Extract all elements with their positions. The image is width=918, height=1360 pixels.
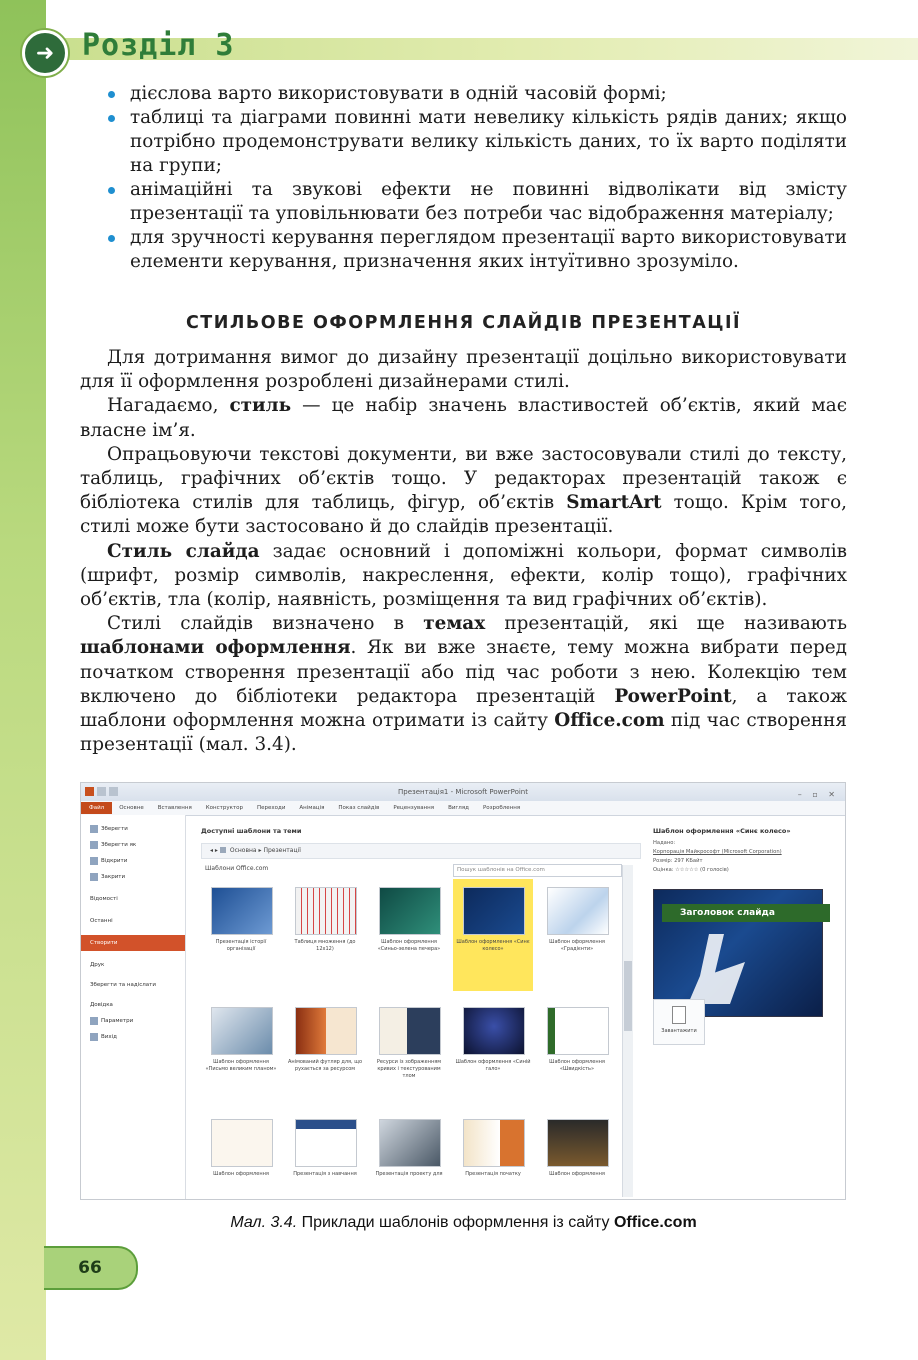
arrow-right-icon: ➜ (22, 30, 68, 76)
figure-caption: Мал. 3.4. Приклади шаблонів оформлення із сайту Office.com (230, 1214, 697, 1231)
site-label: Шаблони Office.com (205, 865, 269, 872)
sidebar-item-close[interactable]: Закрити (81, 869, 185, 885)
download-button[interactable]: Завантажити (653, 999, 705, 1045)
tab-design[interactable]: Конструктор (205, 805, 243, 811)
backstage-sidebar (81, 815, 186, 1199)
template-tile[interactable]: Шаблон оформлення «Письмо великим планом» (201, 999, 281, 1111)
tab-file[interactable]: Файл (81, 802, 112, 814)
template-tile[interactable]: Презентація історії організації (201, 879, 281, 991)
tab-developer[interactable]: Розроблення (482, 805, 521, 811)
template-tile[interactable]: Шаблон оформлення «Синьо-зелена печера» (369, 879, 449, 991)
template-detail-title: Шаблон оформлення «Синє колесо» (653, 827, 791, 835)
window-title: Презентація1 - Microsoft PowerPoint (398, 788, 528, 796)
tab-slideshow[interactable]: Показ слайдів (338, 805, 380, 811)
preview-slide-title: Заголовок слайда (662, 904, 830, 922)
body-text (80, 346, 847, 757)
tab-view[interactable]: Вигляд (448, 805, 469, 811)
tab-insert[interactable]: Вставлення (157, 805, 192, 811)
list-item: таблиці та діаграми повинні мати невелику кількість рядів даних; якщо потрібно продемонструвати велику кількість даних, то їх варто поділяти на групи; (105, 106, 847, 178)
template-tile[interactable]: Презентація з навчання (285, 1111, 365, 1200)
paragraph-2: Нагадаємо, стиль — це набір значень властивостей об’єктів, який має власне ім’я. (80, 395, 847, 441)
sidebar-item-new[interactable]: Створити (81, 935, 185, 951)
preview-wheel-graphic (688, 934, 748, 1004)
list-item: дієслова варто використовувати в одній часовій формі; (105, 82, 847, 106)
powerpoint-screenshot (80, 782, 846, 1200)
scrollbar[interactable] (622, 865, 633, 1197)
tab-review[interactable]: Рецензування (393, 805, 435, 811)
template-tile[interactable]: Шаблон оформлення «Синій гало» (453, 999, 533, 1111)
template-tile-selected[interactable]: Шаблон оформлення «Синє колесо» (453, 879, 533, 991)
breadcrumb-home[interactable]: Основна (229, 847, 257, 854)
breadcrumb (201, 843, 641, 859)
template-preview (653, 889, 823, 1017)
template-tile[interactable]: Презентація початку (453, 1111, 533, 1200)
bullet-list (105, 82, 847, 274)
paragraph-4: Стиль слайда задає основний і допоміжні кольори, формат символів (шрифт, розмір символів, накреслення, ефекти, колір тощо), графічних об’єктів, тла (колір, наявність, розміщення та вид графічних об’єктів). (80, 540, 848, 611)
sidebar-item-print[interactable]: Друк (90, 962, 105, 968)
template-tile[interactable]: Презентація проекту для (369, 1111, 449, 1200)
chapter-title: Розділ 3 (82, 28, 235, 63)
templates-title: Доступні шаблони та теми (201, 827, 302, 835)
document-icon (672, 1006, 686, 1024)
tab-transitions[interactable]: Переходи (257, 805, 286, 811)
template-tile[interactable]: Шаблон оформлення «Градієнти» (537, 879, 617, 991)
sidebar-item-save[interactable]: Зберегти (81, 821, 185, 837)
paragraph-1: Для дотримання вимог до дизайну презентації доцільно використовувати для її оформлення розроблені дизайнерами стилі. (80, 347, 847, 393)
ribbon-tabs (81, 801, 845, 816)
template-tile[interactable]: Шаблон оформлення (537, 1111, 617, 1200)
sidebar-item-open[interactable]: Відкрити (81, 853, 185, 869)
sidebar-item-exit[interactable]: Вихід (81, 1029, 185, 1045)
quick-access-toolbar (85, 787, 118, 796)
paragraph-5: Стилі слайдів визначено в темах презентацій, які ще називають шаблонами оформлення. Як ви вже знаєте, тему можна вибрати перед початком створення презентації або під час роботи з нею. Колекцію тем включено до бібліотеки редактора презентацій PowerPoint, а також шаблони оформлення можна отримати із сайту Office.com під час створення презентації (мал. 3.4). (80, 613, 847, 756)
page-number: 66 (44, 1246, 138, 1290)
left-decorative-strip (0, 0, 46, 1360)
list-item: анімаційні та звукові ефекти не повинні відволікати від змісту презентації та уповільнювати без потреби час відображення матеріалу; (105, 178, 847, 226)
app-icon (85, 787, 94, 796)
undo-icon (109, 787, 118, 796)
tab-home[interactable]: Основне (119, 805, 144, 811)
sidebar-item-save-as[interactable]: Зберегти як (81, 837, 185, 853)
window-titlebar (81, 783, 845, 801)
back-icon[interactable]: ◂ ▸ (210, 847, 218, 854)
sidebar-item-options[interactable]: Параметри (81, 1013, 185, 1029)
sidebar-item-recent[interactable]: Останні (90, 918, 113, 924)
template-tile[interactable]: Анімований футляр для, що рухається за ресурсом (285, 999, 365, 1111)
home-icon (220, 847, 226, 853)
sidebar-item-help[interactable]: Довідка (90, 1002, 113, 1008)
template-tile[interactable]: Таблиця множення (до 12x12) (285, 879, 365, 991)
section-heading: СТИЛЬОВЕ ОФОРМЛЕННЯ СЛАЙДІВ ПРЕЗЕНТАЦІЇ (185, 313, 742, 333)
chevron-right-icon: ▸ (258, 847, 264, 854)
sidebar-item-info[interactable]: Відомості (90, 896, 118, 902)
tab-animations[interactable]: Анімація (299, 805, 325, 811)
scrollbar-thumb[interactable] (624, 961, 632, 1031)
window-controls: – ▫ ✕ (797, 790, 839, 799)
list-item: для зручності керування переглядом презентації варто використовувати елементи керування, призначення яких інтуїтивно зрозуміло. (105, 226, 847, 274)
template-tile[interactable]: Шаблон оформлення (201, 1111, 281, 1200)
template-tile[interactable]: Шаблон оформлення «Швидкість» (537, 999, 617, 1111)
sidebar-item-save-send[interactable]: Зберегти та надіслати (90, 982, 156, 988)
breadcrumb-current[interactable]: Презентації (263, 847, 301, 854)
search-input[interactable]: Пошук шаблонів на Office.com (453, 864, 622, 877)
paragraph-3: Опрацьовуючи текстові документи, ви вже застосовували стилі до тексту, таблиць, графічних об’єктів тощо. У редакторах презентацій також є бібліотека стилів для таблиць, фігур, об’єктів SmartArt тощо. Крім того, стилі може бути застосовано й до слайдів презентації. (80, 443, 847, 538)
template-tile[interactable]: Ресурси із зображенням кривих і текстурованим тлом (369, 999, 449, 1111)
template-details: Надано: Корпорація Майкрософт (Microsoft Corporation) Розмір: 297 КБайт Оцінка: ☆☆☆☆☆ (0 голосів) (653, 840, 782, 873)
save-icon (97, 787, 106, 796)
